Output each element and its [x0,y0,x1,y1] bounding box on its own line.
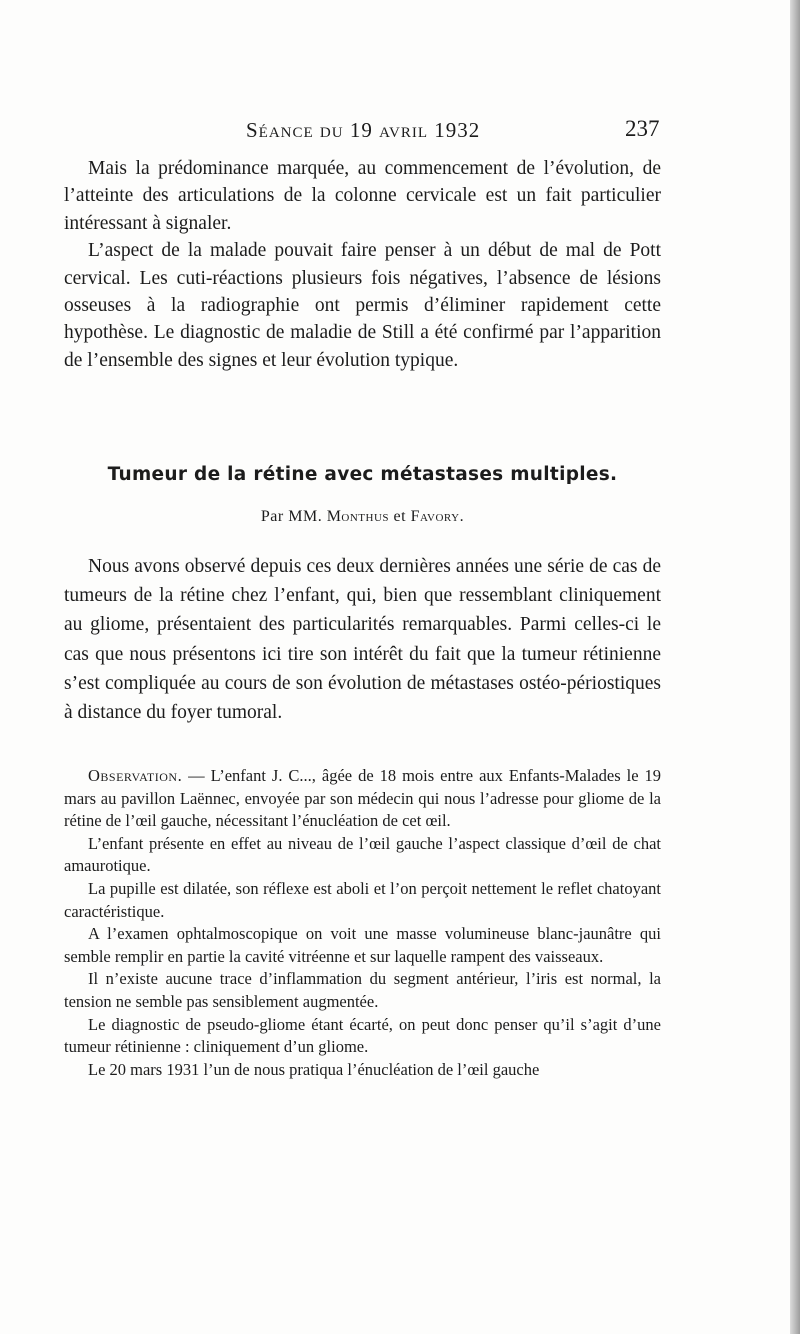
paragraph [64,765,661,833]
article-intro [64,552,661,727]
paragraph: Le diagnostic de pseudo-gliome étant écarté, on peut donc penser qu’il s’agit d’une tumeur rétinienne : cliniquement d’un gliome. [64,1014,661,1057]
page-number: 237 [625,116,660,141]
running-head-month: avril [379,118,428,142]
paragraph: Le 20 mars 1931 l’un de nous pratiqua l’énucléation de l’œil gauche [88,1059,540,1079]
running-head-day: 19 [349,118,373,142]
paragraph: La pupille est dilatée, son réflexe est aboli et l’on perçoit nettement le reflet chatoyant caractéristique. [64,878,661,921]
observation-section [64,765,661,1081]
byline-prefix: Par MM. [260,508,323,525]
observation-label: Observation. [88,766,183,785]
paragraph: A l’examen ophtalmoscopique on voit une masse volumineuse blanc-jaunâtre qui semble remplir en partie la cavité vitréenne et sur laquelle rampent des vaisseaux. [64,924,661,966]
byline [64,508,661,526]
author-name: Monthus [326,508,390,525]
author-name: Favory. [410,508,465,525]
paragraph: Nous avons observé depuis ces deux dernières années une série de cas de tumeurs de la rétine chez l’enfant, qui, bien que ressemblant cliniquement au gliome, présentaient des particularités remarquables. Parmi celles-ci le cas que nous présentons ici tire son intérêt du fait que la tumeur rétinienne s’est compliquée au cours de son évolution de métastases ostéo-périostiques à distance du foyer tumoral. [64,556,661,724]
continuation-text [64,155,661,374]
running-head [246,118,480,143]
byline-conjunction: et [393,508,407,525]
paragraph: L’enfant présente en effet au niveau de l’œil gauche l’aspect classique d’œil de chat amaurotique. [64,833,661,876]
running-head-prefix: Séance du [246,118,344,142]
article-title: Tumeur de la rétine avec métastases multiples. [107,464,618,485]
paragraph: Il n’existe aucune trace d’inflammation du segment antérieur, l’iris est normal, la tension ne semble pas sensiblement augmentée. [64,969,661,1011]
running-head-year: 1932 [434,118,481,142]
paragraph: L’aspect de la malade pouvait faire penser à un début de mal de Pott cervical. Les cuti-réactions plusieurs fois négatives, l’absence de lésions osseuses à la radiographie ont permis d’éliminer rapidement cette hypothèse. Le diagnostic de maladie de Still a été confirmé par l’apparition de l’ensemble des signes et leur évolution typique. [64,240,661,371]
observation-text: — L’enfant J. C..., âgée de 18 mois entre aux Enfants-Malades le 19 mars au pavillon Laënnec, envoyée par son médecin qui nous l’adresse pour gliome de la rétine de l’œil gauche, nécessitant l’énucléation de cet œil. [64,766,661,831]
page-edge-shadow [790,0,800,1334]
paragraph: Mais la prédominance marquée, au commencement de l’évolution, de l’atteinte des articulations de la colonne cervicale est un fait particulier intéressant à signaler. [64,158,661,234]
